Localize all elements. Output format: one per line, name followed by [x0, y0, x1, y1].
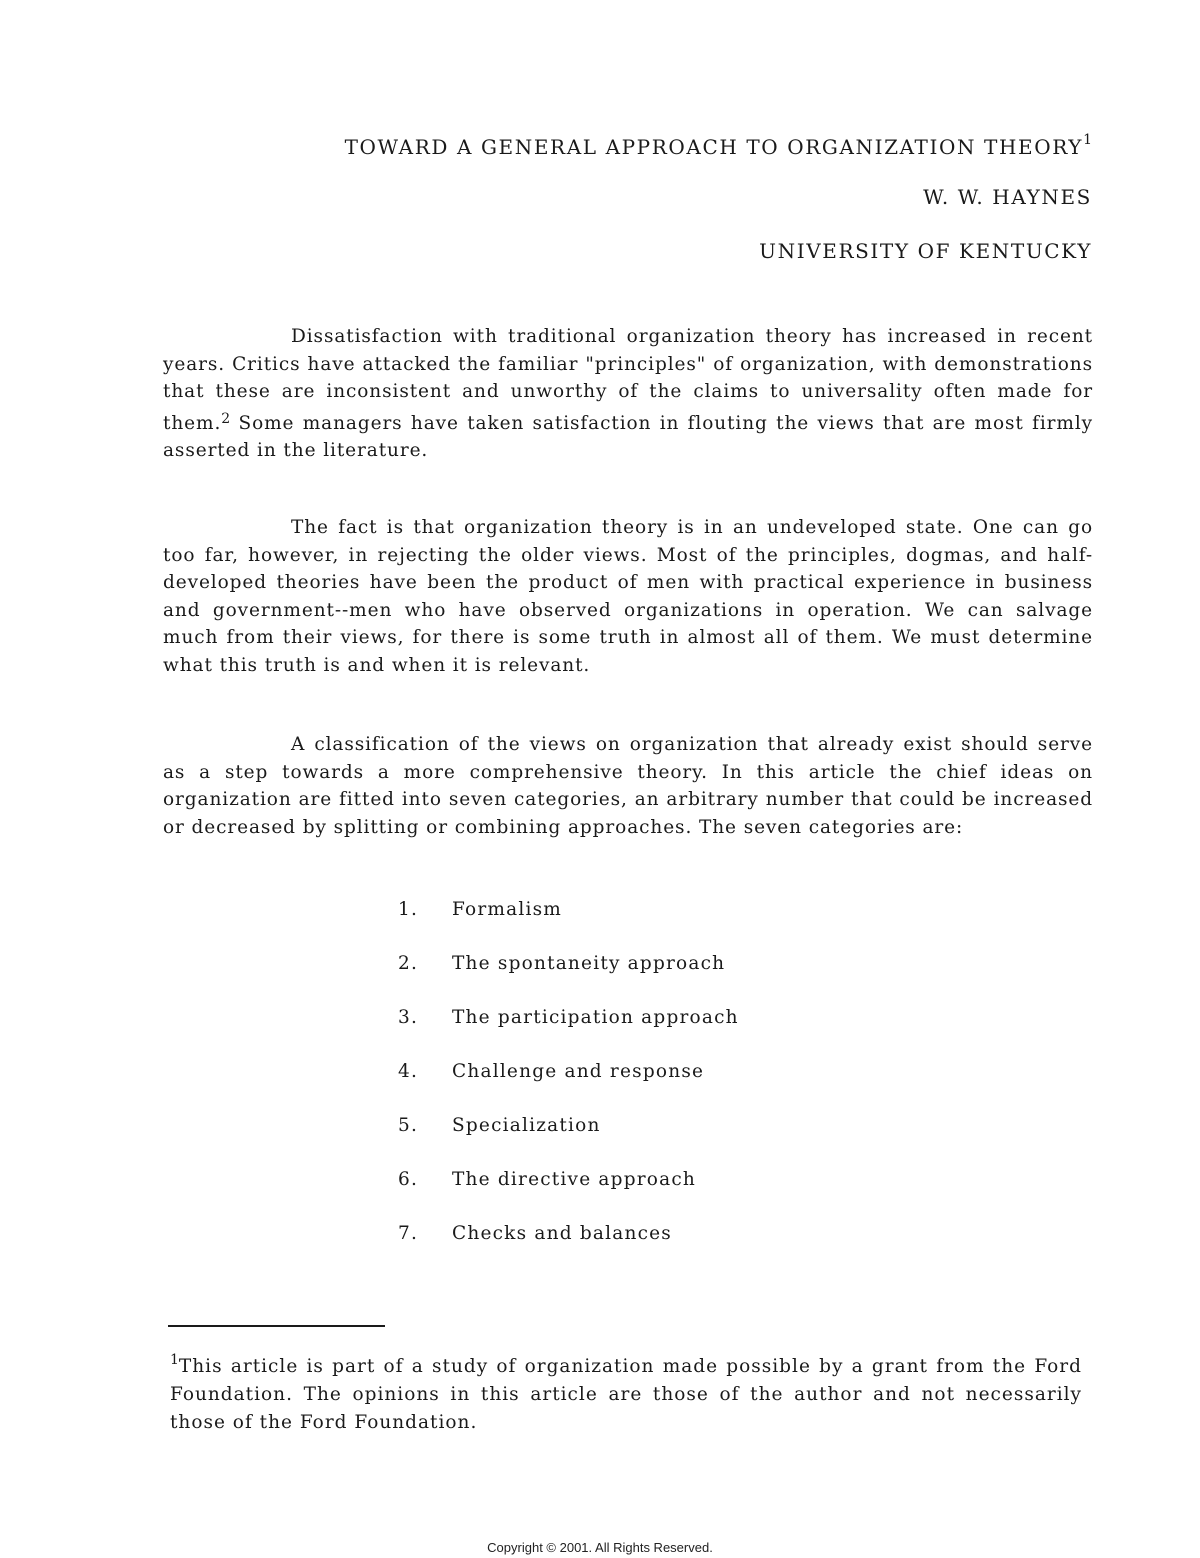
paragraph-2 [163, 514, 1093, 679]
title-footnote-mark: 1 [1083, 132, 1092, 148]
footnote-reference-2: 2 [221, 410, 231, 427]
list-item-label: The spontaneity approach [452, 953, 726, 974]
list-item [398, 1220, 739, 1274]
paragraph-1-text-b: Some managers have taken satisfaction in flouting the views that are most firmly asserted in the literature. [163, 412, 1093, 461]
list-item-label: Specialization [452, 1115, 601, 1136]
list-item-label: The participation approach [452, 1007, 739, 1028]
list-item-label: Checks and balances [452, 1223, 672, 1244]
footnote-text: This article is part of a study of organization made possible by a grant from the Ford Foundation. The opinions in this article are those of the author and not necessarily those of the Ford Foundation. [170, 1356, 1082, 1433]
list-item [398, 1166, 739, 1220]
paragraph-1 [163, 323, 1093, 465]
categories-list [398, 896, 739, 1274]
footnote [170, 1346, 1082, 1437]
list-item-number: 2. [398, 953, 419, 974]
list-item-label: Formalism [452, 899, 563, 920]
list-item-number: 5. [398, 1115, 419, 1136]
footnote-mark: 1 [170, 1352, 179, 1368]
page-title-text: TOWARD A GENERAL APPROACH TO ORGANIZATION THEORY [344, 135, 1084, 159]
list-item-number: 3. [398, 1007, 419, 1028]
list-item-number: 4. [398, 1061, 419, 1082]
list-item [398, 896, 739, 950]
title-block [0, 132, 1092, 263]
paragraph-2-text: The fact is that organization theory is in an undeveloped state. One can go too far, however, in rejecting the older views. Most of the principles, dogmas, and half-developed theories have been the product of men with practical experience in business and government--men who have observed organizations in operation. We can salvage much from their views, for there is some truth in almost all of them. We must determine what this truth is and when it is relevant. [163, 517, 1093, 676]
footnote-divider [168, 1325, 385, 1327]
list-item-number: 1. [398, 899, 419, 920]
author-name: W. W. HAYNES [923, 185, 1092, 209]
list-item [398, 1058, 739, 1112]
paragraph-3-text: A classification of the views on organization that already exist should serve as a step towards a more comprehensive theory. In this article the chief ideas on organization are fitted into seven categories, an arbitrary number that could be increased or decreased by splitting or combining approaches. The seven categories are: [163, 734, 1093, 838]
list-item-number: 7. [398, 1223, 419, 1244]
list-item [398, 950, 739, 1004]
author-affiliation: UNIVERSITY OF KENTUCKY [759, 239, 1092, 263]
paragraph-3 [163, 731, 1093, 841]
list-item [398, 1004, 739, 1058]
page-title [0, 132, 1092, 159]
list-item [398, 1112, 739, 1166]
paragraph-1-text-a: Dissatisfaction with traditional organization theory has increased in recent years. Critics have attacked the familiar "principles" of organization, with demonstrations that these are inconsistent and unworthy of the claims to universality often made for them. [163, 326, 1093, 434]
list-item-label: Challenge and response [452, 1061, 705, 1082]
list-item-number: 6. [398, 1169, 419, 1190]
list-item-label: The directive approach [452, 1169, 697, 1190]
copyright-notice: Copyright © 2001. All Rights Reserved. [487, 1540, 713, 1555]
